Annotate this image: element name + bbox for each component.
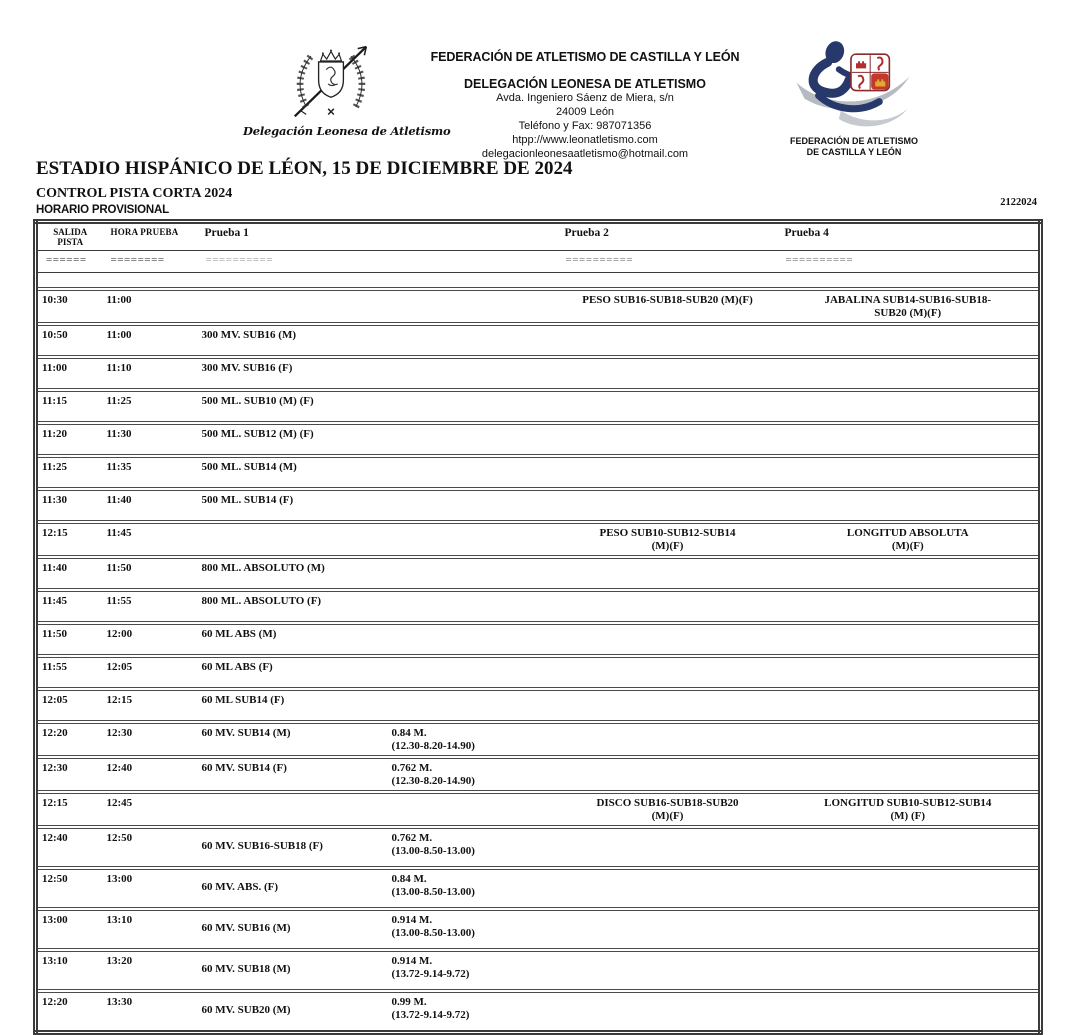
cell-hora-prueba: 12:05: [103, 656, 198, 689]
page-subtitle: CONTROL PISTA CORTA 2024: [36, 186, 233, 201]
cell-alturas-vallas: [388, 456, 558, 489]
cell-alturas-vallas: [388, 522, 558, 557]
separator-prueba1: ==========: [198, 251, 558, 273]
schedule-body: [36, 222, 1041, 1033]
cell-prueba2: PESO SUB16-SUB18-SUB20 (M)(F): [558, 289, 778, 324]
table-row: [36, 324, 1041, 357]
cell-prueba1: 60 ML ABS (F): [198, 656, 388, 689]
cell-alturas-vallas: [388, 423, 558, 456]
cell-alturas-vallas: 0.99 M. (13.72-9.14-9.72): [388, 991, 558, 1033]
delegation-crest-block: [243, 40, 451, 138]
header-prueba4: Prueba 4: [778, 222, 1041, 251]
header-prueba1: Prueba 1: [198, 222, 558, 251]
cell-prueba4: JABALINA SUB14-SUB16-SUB18- SUB20 (M)(F): [778, 289, 1041, 324]
cell-salida-pista: 13:00: [36, 909, 103, 950]
cell-hora-prueba: 11:00: [103, 289, 198, 324]
cell-prueba2: [558, 357, 778, 390]
header-salida-line2: PISTA: [57, 237, 84, 247]
cell-prueba4: [778, 827, 1041, 868]
cell-prueba2: [558, 324, 778, 357]
table-row: [36, 991, 1041, 1033]
cell-salida-pista: 11:50: [36, 623, 103, 656]
table-row: [36, 757, 1041, 792]
table-row: [36, 792, 1041, 827]
table-row: [36, 689, 1041, 722]
delegation-crest-icon: [283, 40, 379, 122]
cell-salida-pista: 12:15: [36, 522, 103, 557]
cell-salida-pista: 12:15: [36, 792, 103, 827]
cell-prueba4: [778, 324, 1041, 357]
cell-hora-prueba: 13:10: [103, 909, 198, 950]
cell-prueba4: [778, 423, 1041, 456]
cell-prueba2: [558, 991, 778, 1033]
cell-prueba1: 500 ML. SUB10 (M) (F): [198, 390, 388, 423]
cell-prueba2: [558, 590, 778, 623]
cell-salida-pista: 11:55: [36, 656, 103, 689]
schedule-label: HORARIO PROVISIONAL: [36, 204, 169, 216]
cell-prueba2: [558, 868, 778, 909]
cell-prueba4: LONGITUD ABSOLUTA (M)(F): [778, 522, 1041, 557]
table-row: [36, 456, 1041, 489]
cell-salida-pista: 12:20: [36, 722, 103, 757]
cell-prueba2: [558, 456, 778, 489]
cell-alturas-vallas: [388, 590, 558, 623]
cell-prueba1: 60 MV. ABS. (F): [198, 868, 388, 909]
cell-prueba4: [778, 722, 1041, 757]
delegation-crest-caption: Delegación Leonesa de Atletismo: [243, 124, 451, 138]
cell-alturas-vallas: [388, 689, 558, 722]
cell-alturas-vallas: [388, 289, 558, 324]
cell-prueba4: [778, 489, 1041, 522]
cell-hora-prueba: 11:25: [103, 390, 198, 423]
cell-prueba4: [778, 456, 1041, 489]
spacer-row: [36, 273, 1041, 290]
cell-prueba1: 300 MV. SUB16 (M): [198, 324, 388, 357]
cell-hora-prueba: 11:10: [103, 357, 198, 390]
cell-prueba4: [778, 757, 1041, 792]
table-row: [36, 390, 1041, 423]
cell-prueba1: 60 ML ABS (M): [198, 623, 388, 656]
phone-line: Teléfono y Fax: 987071356: [518, 120, 652, 132]
postal-city-line: 24009 León: [555, 106, 615, 118]
federation-caption-line1: FEDERACIÓN DE ATLETISMO: [790, 136, 918, 146]
table-row: [36, 557, 1041, 590]
cell-prueba1: 500 ML. SUB14 (M): [198, 456, 388, 489]
schedule-table: [33, 219, 1043, 1035]
table-row: [36, 656, 1041, 689]
cell-hora-prueba: 12:45: [103, 792, 198, 827]
federation-runner-icon: [779, 38, 929, 134]
cell-salida-pista: 11:40: [36, 557, 103, 590]
cell-alturas-vallas: [388, 792, 558, 827]
cell-prueba1: 300 MV. SUB16 (F): [198, 357, 388, 390]
cell-prueba1: 60 MV. SUB14 (M): [198, 722, 388, 757]
header-salida-line1: SALIDA: [53, 227, 88, 237]
cell-prueba4: [778, 689, 1041, 722]
cell-hora-prueba: 12:40: [103, 757, 198, 792]
cell-salida-pista: 12:50: [36, 868, 103, 909]
cell-hora-prueba: 13:00: [103, 868, 198, 909]
cell-prueba2: [558, 827, 778, 868]
letterhead-center: [405, 50, 765, 161]
cell-prueba2: [558, 423, 778, 456]
cell-prueba2: [558, 656, 778, 689]
cell-prueba4: LONGITUD SUB10-SUB12-SUB14 (M) (F): [778, 792, 1041, 827]
table-row: [36, 357, 1041, 390]
cell-prueba4: [778, 557, 1041, 590]
table-row: [36, 827, 1041, 868]
cell-alturas-vallas: [388, 390, 558, 423]
cell-salida-pista: 11:45: [36, 590, 103, 623]
cell-alturas-vallas: 0.762 M. (12.30-8.20-14.90): [388, 757, 558, 792]
cell-alturas-vallas: [388, 656, 558, 689]
federation-logo-block: [773, 38, 935, 158]
table-row: [36, 522, 1041, 557]
cell-alturas-vallas: [388, 489, 558, 522]
table-row: [36, 623, 1041, 656]
federation-caption-line2: DE CASTILLA Y LEÓN: [806, 147, 902, 157]
cell-hora-prueba: 11:35: [103, 456, 198, 489]
cell-alturas-vallas: 0.914 M. (13.72-9.14-9.72): [388, 950, 558, 991]
cell-prueba2: PESO SUB10-SUB12-SUB14 (M)(F): [558, 522, 778, 557]
page-title: ESTADIO HISPÁNICO DE LÉON, 15 DE DICIEMBRE DE 2024: [36, 158, 573, 179]
cell-prueba4: [778, 390, 1041, 423]
cell-salida-pista: 11:30: [36, 489, 103, 522]
cell-salida-pista: 11:15: [36, 390, 103, 423]
table-row: [36, 868, 1041, 909]
cell-salida-pista: 11:25: [36, 456, 103, 489]
svg-text:✕: ✕: [326, 107, 335, 119]
address-line: Avda. Ingeniero Sáenz de Miera, s/n: [496, 92, 674, 104]
cell-alturas-vallas: [388, 623, 558, 656]
cell-prueba4: [778, 991, 1041, 1033]
cell-hora-prueba: 13:30: [103, 991, 198, 1033]
cell-prueba1: 500 ML. SUB12 (M) (F): [198, 423, 388, 456]
cell-prueba4: [778, 623, 1041, 656]
cell-hora-prueba: 11:00: [103, 324, 198, 357]
cell-prueba4: [778, 950, 1041, 991]
cell-prueba4: [778, 656, 1041, 689]
schedule-table-wrap: [33, 219, 1038, 1035]
cell-prueba4: [778, 357, 1041, 390]
spacer-cell: [36, 273, 1041, 290]
table-row: [36, 423, 1041, 456]
cell-alturas-vallas: 0.84 M. (12.30-8.20-14.90): [388, 722, 558, 757]
cell-salida-pista: 12:40: [36, 827, 103, 868]
cell-hora-prueba: 13:20: [103, 950, 198, 991]
document-number: 2122024: [1000, 197, 1037, 208]
cell-hora-prueba: 12:15: [103, 689, 198, 722]
cell-prueba2: [558, 390, 778, 423]
website-line: htpp://www.leonatletismo.com: [512, 134, 658, 146]
cell-prueba1: [198, 522, 388, 557]
cell-salida-pista: 12:30: [36, 757, 103, 792]
cell-prueba1: 500 ML. SUB14 (F): [198, 489, 388, 522]
cell-prueba1: 800 ML. ABSOLUTO (M): [198, 557, 388, 590]
header-hora-prueba: HORA PRUEBA: [103, 222, 198, 251]
cell-prueba2: DISCO SUB16-SUB18-SUB20 (M)(F): [558, 792, 778, 827]
separator-prueba2: ==========: [558, 251, 778, 273]
cell-prueba1: 60 MV. SUB16-SUB18 (F): [198, 827, 388, 868]
federation-name: FEDERACIÓN DE ATLETISMO DE CASTILLA Y LEÓN: [430, 50, 740, 64]
cell-salida-pista: 12:20: [36, 991, 103, 1033]
cell-prueba2: [558, 909, 778, 950]
table-row: [36, 590, 1041, 623]
cell-alturas-vallas: 0.914 M. (13.00-8.50-13.00): [388, 909, 558, 950]
cell-salida-pista: 13:10: [36, 950, 103, 991]
cell-prueba2: [558, 557, 778, 590]
cell-alturas-vallas: 0.84 M. (13.00-8.50-13.00): [388, 868, 558, 909]
cell-prueba4: [778, 590, 1041, 623]
cell-hora-prueba: 12:00: [103, 623, 198, 656]
separator-salida: ======: [36, 251, 103, 273]
cell-prueba1: 60 MV. SUB14 (F): [198, 757, 388, 792]
email-line: delegacionleonesaatletismo@hotmail.com: [481, 148, 689, 160]
delegation-name: DELEGACIÓN LEONESA DE ATLETISMO: [464, 77, 706, 91]
cell-alturas-vallas: [388, 324, 558, 357]
cell-hora-prueba: 12:50: [103, 827, 198, 868]
cell-alturas-vallas: [388, 357, 558, 390]
cell-prueba1: 60 MV. SUB18 (M): [198, 950, 388, 991]
cell-salida-pista: 11:00: [36, 357, 103, 390]
table-row: [36, 909, 1041, 950]
cell-prueba2: [558, 689, 778, 722]
table-header-row: [36, 222, 1041, 251]
cell-alturas-vallas: 0.762 M. (13.00-8.50-13.00): [388, 827, 558, 868]
cell-prueba1: 60 MV. SUB16 (M): [198, 909, 388, 950]
cell-prueba1: [198, 289, 388, 324]
separator-row: [36, 251, 1041, 273]
cell-hora-prueba: 12:30: [103, 722, 198, 757]
cell-hora-prueba: 11:40: [103, 489, 198, 522]
cell-prueba1: 800 ML. ABSOLUTO (F): [198, 590, 388, 623]
cell-salida-pista: 10:30: [36, 289, 103, 324]
header-prueba2: Prueba 2: [558, 222, 778, 251]
cell-hora-prueba: 11:50: [103, 557, 198, 590]
cell-prueba1: 60 MV. SUB20 (M): [198, 991, 388, 1033]
cell-prueba1: 60 ML SUB14 (F): [198, 689, 388, 722]
cell-hora-prueba: 11:30: [103, 423, 198, 456]
cell-salida-pista: 12:05: [36, 689, 103, 722]
cell-hora-prueba: 11:45: [103, 522, 198, 557]
cell-prueba2: [558, 722, 778, 757]
cell-alturas-vallas: [388, 557, 558, 590]
cell-prueba4: [778, 868, 1041, 909]
table-row: [36, 950, 1041, 991]
cell-salida-pista: 11:20: [36, 423, 103, 456]
separator-hora: ========: [103, 251, 198, 273]
cell-salida-pista: 10:50: [36, 324, 103, 357]
table-row: [36, 289, 1041, 324]
cell-prueba2: [558, 623, 778, 656]
cell-prueba4: [778, 909, 1041, 950]
cell-prueba2: [558, 489, 778, 522]
cell-prueba2: [558, 757, 778, 792]
cell-prueba2: [558, 950, 778, 991]
table-row: [36, 489, 1041, 522]
federation-logo-caption: [773, 136, 935, 158]
cell-prueba1: [198, 792, 388, 827]
header-salida-pista: [36, 222, 103, 251]
table-row: [36, 722, 1041, 757]
cell-hora-prueba: 11:55: [103, 590, 198, 623]
separator-prueba4: ==========: [778, 251, 1041, 273]
